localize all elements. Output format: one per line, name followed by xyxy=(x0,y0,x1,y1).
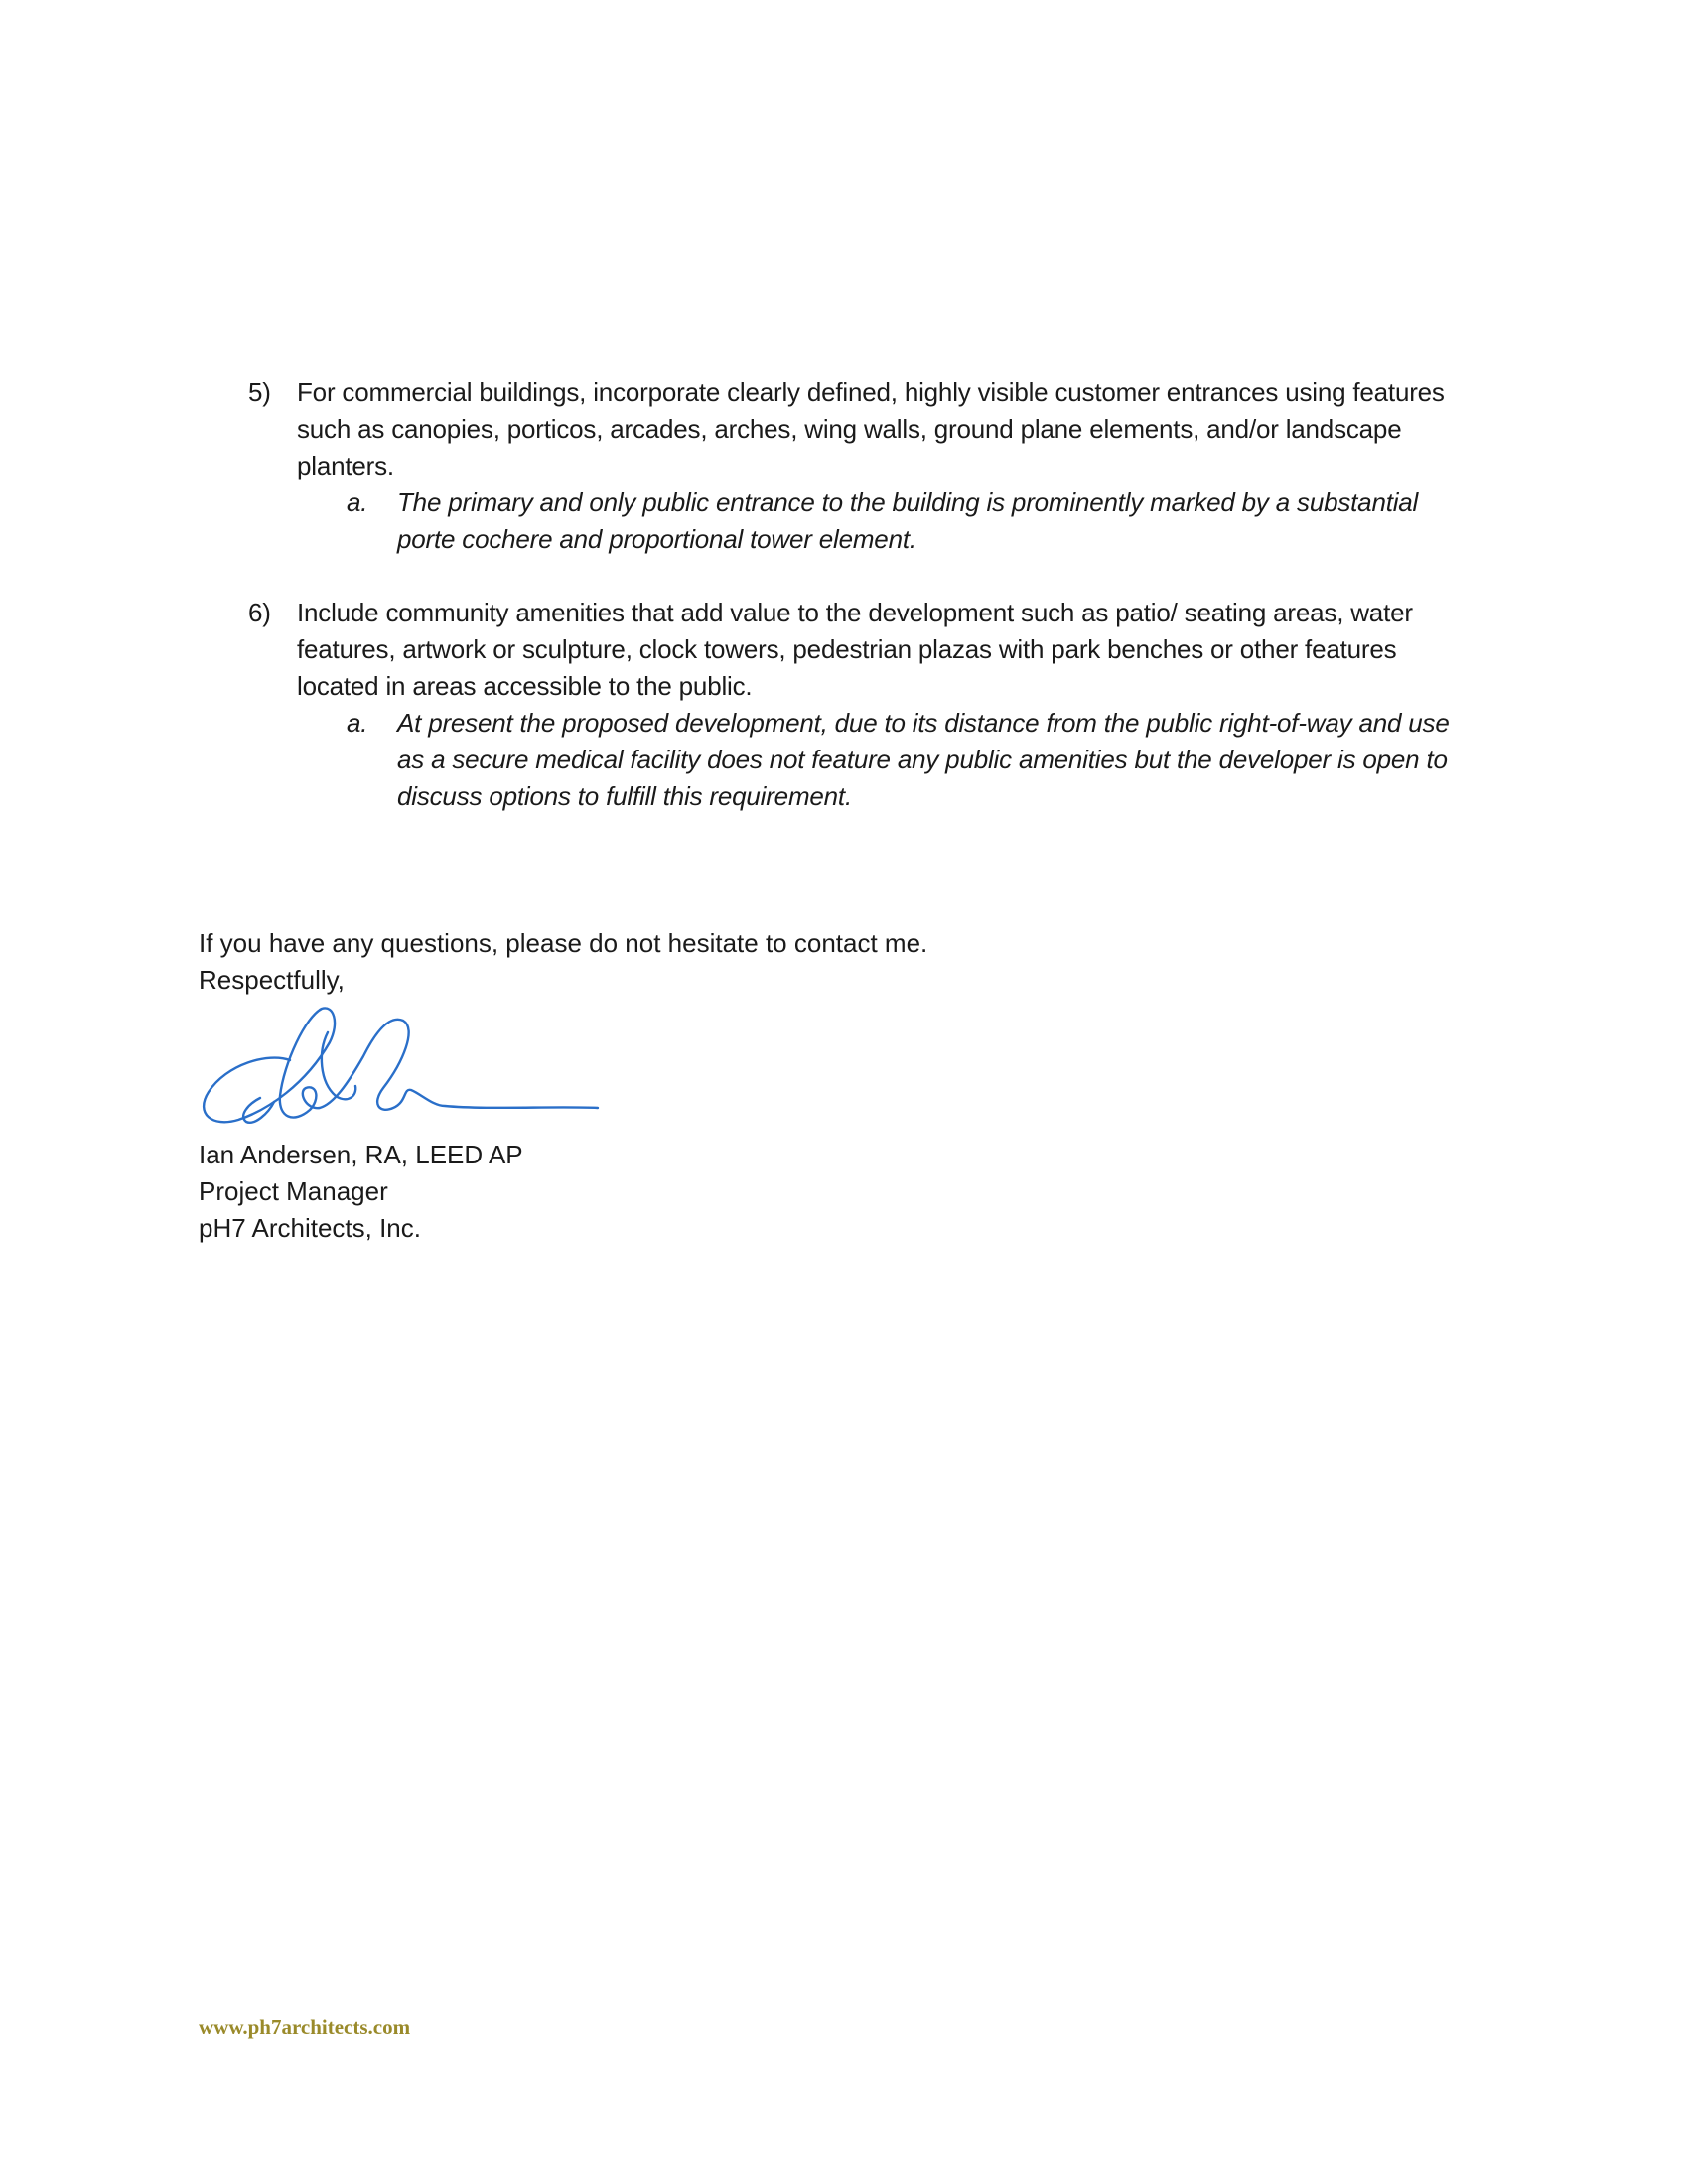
item-number: 6) xyxy=(248,598,271,627)
list-item xyxy=(199,595,1489,815)
valediction: Respectfully, xyxy=(199,965,345,995)
signer-title: Project Manager xyxy=(199,1176,388,1206)
closing xyxy=(199,925,927,999)
closing-line: If you have any questions, please do not hesitate to contact me. xyxy=(199,928,928,958)
item-number: 5) xyxy=(248,377,271,407)
sub-item-text: At present the proposed development, due to its distance from the public right-of-way and use as a secure medical facility does not feature any public amenities but the developer is open to discuss options to fulfill this requirement. xyxy=(397,708,1450,811)
sub-item-text: The primary and only public entrance to the building is prominently marked by a substantial porte cochere and proportional tower element. xyxy=(397,487,1419,554)
sub-item xyxy=(199,705,1489,815)
footer-website-link[interactable]: www.ph7architects.com xyxy=(199,2015,411,2039)
sub-item-letter: a. xyxy=(347,708,368,738)
signer-block xyxy=(199,1137,523,1247)
signer-company: pH7 Architects, Inc. xyxy=(199,1213,421,1243)
handwritten-signature xyxy=(199,993,616,1142)
sub-item-letter: a. xyxy=(347,487,368,517)
item-text: Include community amenities that add value to the development such as patio/ seating areas, water features, artwork or sculpture, clock towers, pedestrian plazas with park benches or other features located in areas accessible to the public. xyxy=(297,598,1413,701)
sub-item xyxy=(199,484,1489,558)
requirements-list xyxy=(199,374,1489,815)
item-text: For commercial buildings, incorporate clearly defined, highly visible customer entrances using features such as canopies, porticos, arcades, arches, wing walls, ground plane elements, and/or landscape planters. xyxy=(297,377,1445,480)
list-item xyxy=(199,374,1489,558)
signer-name: Ian Andersen, RA, LEED AP xyxy=(199,1140,523,1169)
